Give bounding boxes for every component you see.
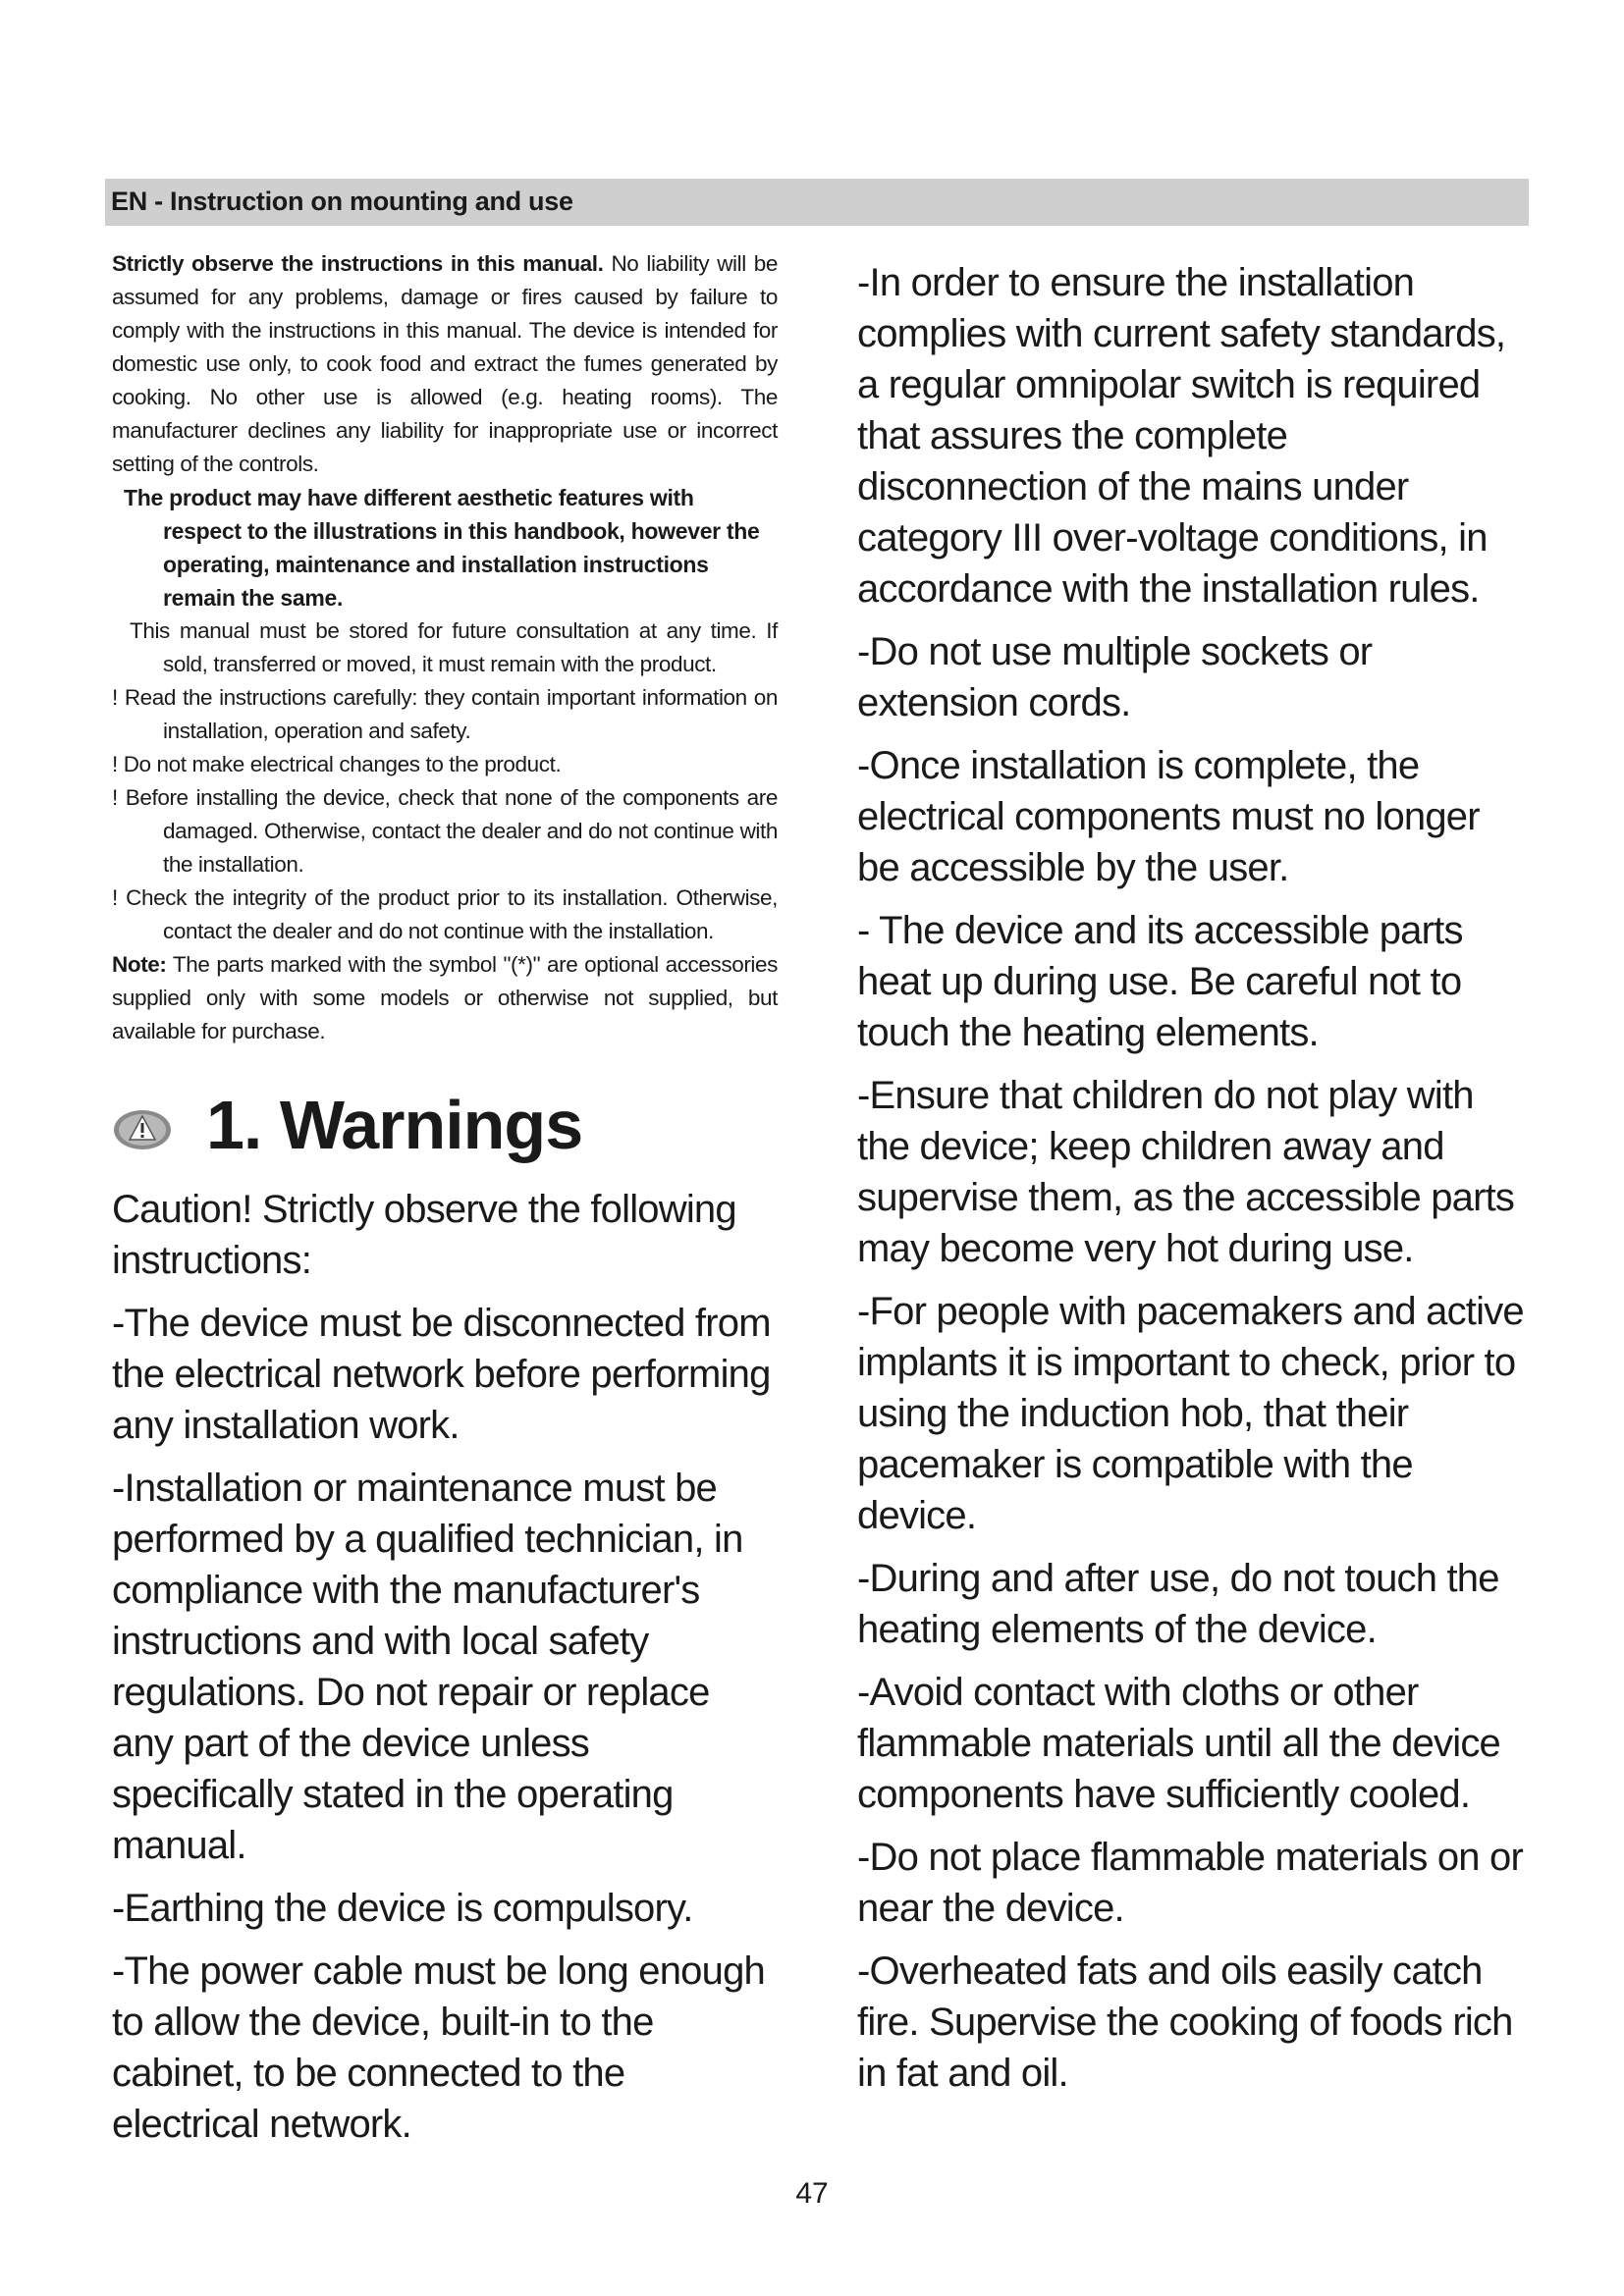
warning-paragraph: -The device must be disconnected from the electrical network before performing any installation work. bbox=[112, 1302, 771, 1447]
warning-paragraph: -For people with pacemakers and active implants it is important to check, prior to using the induction hob, that their pacemaker is compatible with the device. bbox=[857, 1290, 1524, 1537]
bullet-item: ! Read the instructions carefully: they contain important information on installation, operation and safety. bbox=[112, 685, 778, 743]
note-label: Note: bbox=[112, 952, 167, 977]
section-header: EN - Instruction on mounting and use bbox=[105, 179, 1529, 226]
warning-paragraph: -During and after use, do not touch the heating elements of the device. bbox=[857, 1557, 1499, 1651]
warning-paragraph: -Avoid contact with cloths or other flammable materials until all the device components have sufficiently cooled. bbox=[857, 1671, 1500, 1816]
warning-paragraph: Caution! Strictly observe the following instructions: bbox=[112, 1188, 736, 1282]
intro-paragraph bbox=[112, 247, 778, 481]
bullet-item: ! Do not make electrical changes to the product. bbox=[112, 752, 562, 776]
warning-paragraph: - The device and its accessible parts heat up during use. Be careful not to touch the heating elements. bbox=[857, 909, 1463, 1054]
note-text: The parts marked with the symbol "(*)" are optional accessories supplied only with some models or otherwise not supplied, but available for purchase. bbox=[112, 952, 778, 1043]
warning-paragraph: -In order to ensure the installation complies with current safety standards, a regular omnipolar switch is required that assures the complete disconnection of the mains under category III over-voltage conditions, in accordance with the installation rules. bbox=[857, 261, 1506, 611]
aesthetic-notice: The product may have different aesthetic features with respect to the illustrations in this handbook, however the operating, maintenance and installation instructions remain the same. bbox=[124, 485, 760, 611]
warning-paragraph: -Do not place flammable materials on or near the device. bbox=[857, 1836, 1523, 1930]
warning-paragraph: -Earthing the device is compulsory. bbox=[112, 1887, 693, 1930]
warning-paragraph: -Overheated fats and oils easily catch fire. Supervise the cooking of foods rich in fat and oil. bbox=[857, 1949, 1513, 2095]
page-number: 47 bbox=[795, 2177, 829, 2210]
bullet-item: ! Check the integrity of the product prior to its installation. Otherwise, contact the dealer and do not continue with the installation. bbox=[112, 885, 778, 943]
storage-notice: This manual must be stored for future consultation at any time. If sold, transferred or moved, it must remain with the product. bbox=[130, 618, 778, 676]
warning-paragraph: -Installation or maintenance must be performed by a qualified technician, in compliance with the manufacturer's instructions and with local safety regulations. Do not repair or replace any part of the device unless specifically stated in the operating manual. bbox=[112, 1467, 743, 1867]
warnings-heading bbox=[112, 1086, 778, 1164]
note-paragraph bbox=[112, 948, 778, 1048]
warnings-title: 1. Warnings bbox=[206, 1087, 583, 1163]
warning-paragraph: -The power cable must be long enough to allow the device, built-in to the cabinet, to be connected to the electrical network. bbox=[112, 1949, 765, 2146]
bullet-item: ! Before installing the device, check that none of the components are damaged. Otherwise, contact the dealer and do not continue with the installation. bbox=[112, 785, 778, 877]
warning-paragraph: -Ensure that children do not play with the device; keep children away and supervise them, as the accessible parts may become very hot during use. bbox=[857, 1074, 1515, 1270]
right-column bbox=[857, 257, 1525, 2110]
warning-paragraph: -Once installation is complete, the electrical components must no longer be accessible by the user. bbox=[857, 744, 1480, 889]
intro-lead-text: No liability will be assumed for any problems, damage or fires caused by failure to comply with the instructions in this manual. The device is intended for domestic use only, to cook food and extract the fumes generated by cooking. No other use is allowed (e.g. heating rooms). The manufacturer declines any liability for inappropriate use or incorrect setting of the controls. bbox=[112, 251, 779, 476]
warning-paragraph: -Do not use multiple sockets or extension cords. bbox=[857, 630, 1373, 724]
intro-lead-bold: Strictly observe the instructions in this manual. bbox=[112, 251, 604, 276]
warning-icon bbox=[112, 1108, 173, 1151]
left-column bbox=[112, 247, 778, 2162]
